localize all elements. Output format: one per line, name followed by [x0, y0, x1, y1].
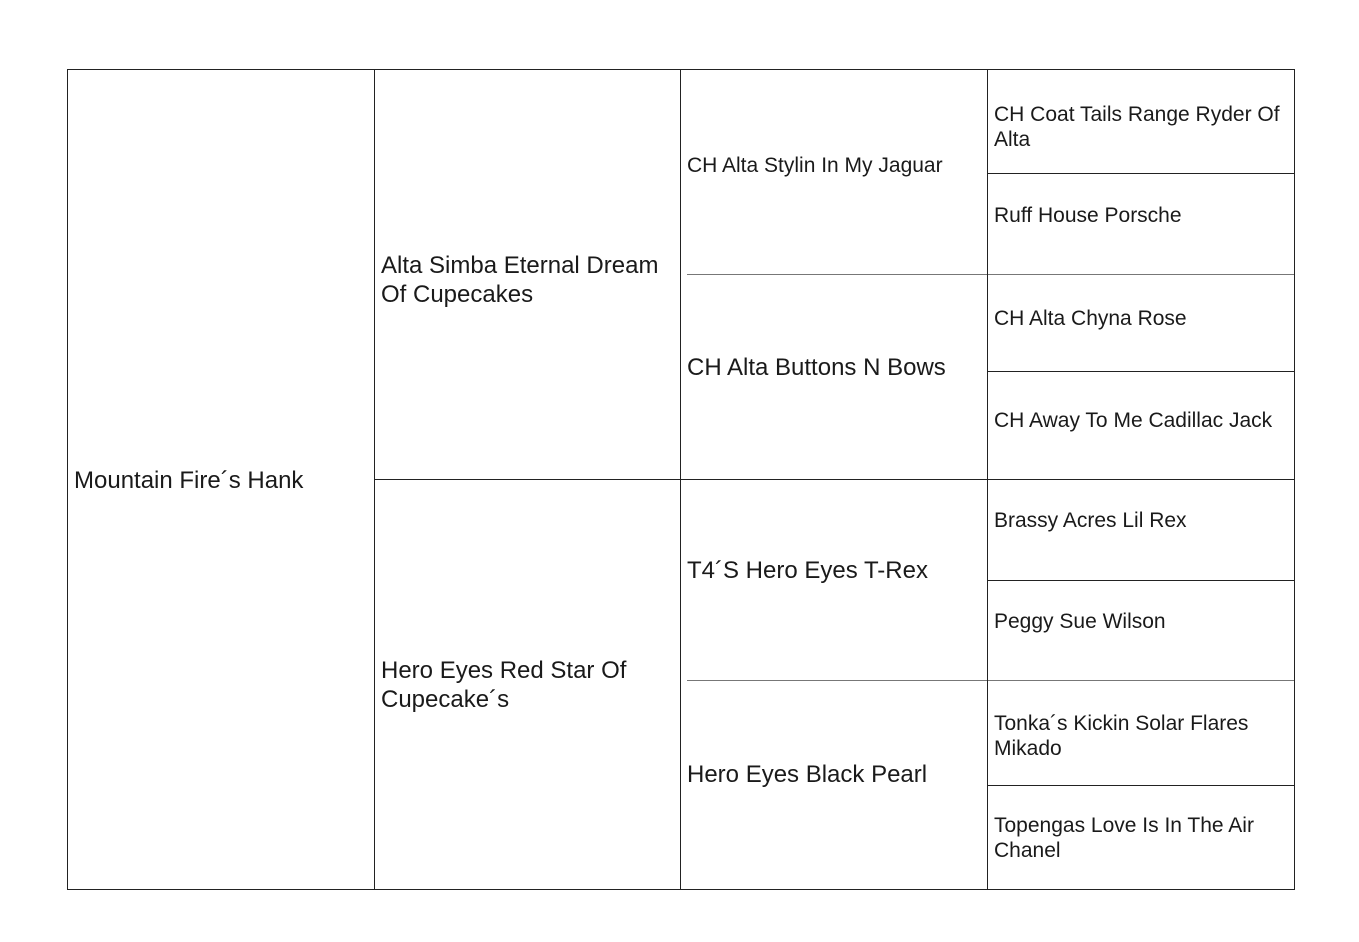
dam-name: Hero Eyes Red Star Of Cupecake´s: [381, 657, 627, 713]
sire-sire-cell: [681, 70, 987, 262]
gen4-cell: [988, 480, 1294, 580]
sire-cell: [375, 70, 680, 490]
gen4-cell: [988, 275, 1294, 371]
gen4-cell: [988, 174, 1294, 274]
gen4-cell: [988, 372, 1294, 479]
dam-sire-cell: [681, 480, 987, 660]
dam-cell: [375, 480, 680, 890]
gen4-name: Tonka´s Kickin Solar Flares Mikado: [994, 712, 1249, 760]
gen4-name: Ruff House Porsche: [994, 204, 1182, 227]
gen4-name: CH Alta Chyna Rose: [994, 307, 1187, 330]
gen4-name: Topengas Love Is In The Air Chanel: [994, 814, 1254, 862]
pedigree-table: [67, 69, 1295, 890]
gen4-name: CH Away To Me Cadillac Jack: [994, 409, 1273, 432]
sire-dam-name: CH Alta Buttons N Bows: [687, 353, 946, 381]
gen4-name: CH Coat Tails Range Ryder Of Alta: [994, 103, 1280, 151]
sire-name: Alta Simba Eternal Dream Of Cupecakes: [381, 252, 659, 308]
sire-sire-name: CH Alta Stylin In My Jaguar: [687, 154, 943, 177]
dam-dam-cell: [681, 681, 987, 867]
dam-sire-name: T4´S Hero Eyes T-Rex: [687, 556, 928, 584]
gen4-name: Peggy Sue Wilson: [994, 610, 1166, 633]
gen4-cell: [988, 70, 1294, 188]
subject-name: Mountain Fire´s Hank: [74, 466, 304, 494]
subject-cell: [68, 70, 374, 890]
dam-dam-name: Hero Eyes Black Pearl: [687, 760, 928, 788]
gen4-cell: [988, 581, 1294, 680]
gen4-cell: [988, 786, 1294, 890]
gen4-cell: [988, 681, 1294, 785]
sire-dam-cell: [681, 275, 987, 459]
gen4-name: Brassy Acres Lil Rex: [994, 509, 1187, 532]
